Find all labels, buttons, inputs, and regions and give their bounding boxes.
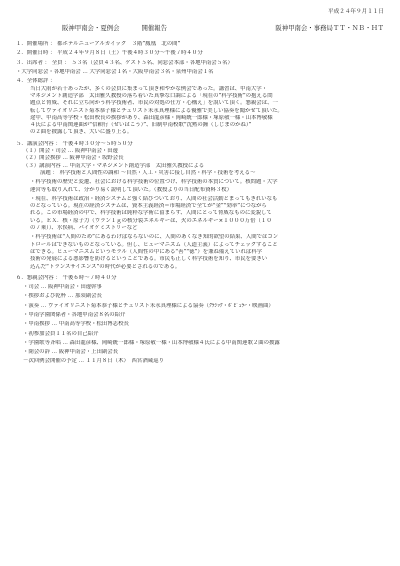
lecture-line: 技術の発展による悪影響を防げるということである。市民も正しく科学技術を知り、市民を要きい [30, 256, 268, 263]
report-organization: 阪神甲南会・事務局ＴＴ・ＮＢ・ＨＴ [275, 23, 384, 32]
title-report: 開催報告 [141, 23, 168, 32]
report-date: 平成２４年９月１１日 [328, 9, 384, 15]
lecture-theme: 演題 ： 科学技術と人間性の調和 ～自然・人工・災害に接し自然・科学・技術を考える～ [40, 169, 256, 176]
party-item: ・司会 … 阪神甲南会・田邊幹事 [23, 284, 102, 291]
lecture-line: ・現在、科学技術は政治・経済システムと強く結びついており、人間の社会活動とまってもきれいなも [30, 195, 278, 202]
lecture-line: トロールはできないものとなっている。但し、ヒューマニズム（人道主義）によってチェックすること [30, 241, 278, 248]
party-item: ・学園歌等斉唱 … 森田龍彦様、岡崎統一郎様・塚原敬一様・山本博敬様４氏による甲南関連歌２曲の披露 [23, 339, 280, 346]
lecture-line: れる。この市場経済の中で、科学技術は純粋な学術に留まらず、人間にとって脅威なものに変貌して [30, 210, 272, 217]
info-venue: １．開催場所 ： 都ホテルニューアルカイック ３階”鳳凰 北の間” [16, 41, 181, 48]
report-header [16, 24, 384, 33]
lecture-point-2 [16, 196, 384, 232]
summary-line: 当日大雨が若干あったが、多くの会員に集まって頂き和やかな例会であった。講習は、甲南大学・ [30, 85, 268, 92]
next-meeting: －次回例会開催の予定 … １１月８日（木） 西宮酒蔵巡り [23, 358, 164, 365]
summary-line: の２曲を披露して頂き、大いに盛り上る。 [30, 129, 133, 136]
program-item: （３）講演内容 … 甲南大学・マネジメント創造学部 太田雅久教授による [23, 162, 205, 169]
party-item: ・閉会の辞 … 阪神甲南会・上田副会長 [23, 349, 119, 356]
program-item: （２）開会挨拶 … 阪神甲南会・坂野会長 [23, 155, 124, 162]
lecture-line: ・科学技術は“人間のため”にあるわけばならないのに、人間のあくなき知的欲望の結果、人間ではコン [30, 234, 279, 241]
party-program [16, 275, 384, 366]
lecture-line: はできる。ヒューマニズムというモラル（人間性の中にある“善”“徳”）を兼ね備えていれば科学 [30, 248, 263, 255]
party-item: ・甲南挨拶 … 甲南高等学校・松田博志校長 [23, 321, 129, 328]
info-datetime: ２．開催日時 ： 平成２４年９月８日（土）午後４時３０分～午後７時４０分 [16, 50, 203, 57]
lecture-line: ・科学技術の歴史と変遷、社会における科学技術の位置づけ、科学技術の本質について。核問題・大学 [30, 179, 278, 186]
party-item: ・初参加会員１１名の自己紹介 [23, 330, 99, 337]
info-attendees: ３．出席者 ： 全員 ： ５３名（会員４３名、ゲスト５名、同窓会本部・各地甲南会５名） [16, 59, 233, 66]
party-item: ・演奏 … ヴァイオリニスト菊本恭子様とチェリスト末永真理様による協奏（ｸﾗｼｯｸ・ﾎﾟﾋﾟｭﾗｰ・映画曲） [23, 302, 274, 309]
summary-line: 転してヴァイオリニスト菊本恭子様とチェリスト末永真理様による優雅で美しい協奏を聞かせて頂いた。 [30, 107, 283, 114]
summary-line: 題点と脅威、それに立ち向かう科学技術者、市民の対処の仕方・心構え」を説いて頂く。懇親会は、一 [30, 100, 278, 107]
lecture-line: 運営等も取り入れて、分かり易く説明して頂いた。（教授よりの当日配布資料３枚） [30, 186, 233, 193]
title-event: 阪神甲南会・夏例会 [62, 23, 120, 32]
report-title [62, 24, 167, 33]
lecture-line: の７乗））、水俣病、バイオケミストリーなど [30, 225, 138, 232]
lecture-program [16, 141, 384, 170]
lecture-point-3 [16, 234, 384, 270]
lecture-point-1 [16, 179, 384, 194]
program-heading: ５．講演会内容 ： 午後４時３０分～５時５０分 [16, 140, 133, 147]
info-attendees-detail: ・大学同窓会・各地甲南会 … 大学同窓会１名・大阪甲南会３名・泉州甲南会１名 [16, 69, 214, 76]
lecture-line: のとなっている。現在の経済システムは、資本主義経済＝市場経済で全てが“金”“効率”につながら [30, 203, 267, 210]
party-heading: ６．懇親会内容 ： 午後６時～７時４０分 [16, 274, 117, 281]
info-summary-heading: ４．全体総評 ： [16, 78, 56, 85]
summary-paragraph [16, 86, 384, 137]
lecture-line: いる。ＥＸ．核・原子力（ウラン１ｇの核分裂エネルギーは、火のエネルギー×１０００万倍（１０ [30, 217, 272, 224]
summary-line: ４氏による甲南関連曲が“信頼行（せいはこう）”、旧制甲南校歌“沈黙の鐘（しじまのかね）” [30, 122, 252, 129]
summary-line: マネジメント創造学部 太田雅久教授の落ち着いた真摯な口調による「現在の”科学技術”の抱える問 [30, 92, 273, 99]
program-item: （１）開会・司会 … 阪神甲南会・田邊 [23, 148, 119, 155]
summary-line: 途中、甲南高等学校・松田校長の挨拶があり、森田龍彦様・岡崎統一郎様・塚原敬一様・山本博敬様 [30, 114, 273, 121]
event-info [16, 41, 384, 85]
lecture-line: 込んだ“トランスサイエンス”の時代が必要とされるのである。 [30, 263, 181, 270]
party-item: ・挨拶および乾杯 … 那須副会長 [23, 293, 102, 300]
party-item: ・甲南学園関係者・各地甲南会８名の紹介 [23, 311, 126, 318]
